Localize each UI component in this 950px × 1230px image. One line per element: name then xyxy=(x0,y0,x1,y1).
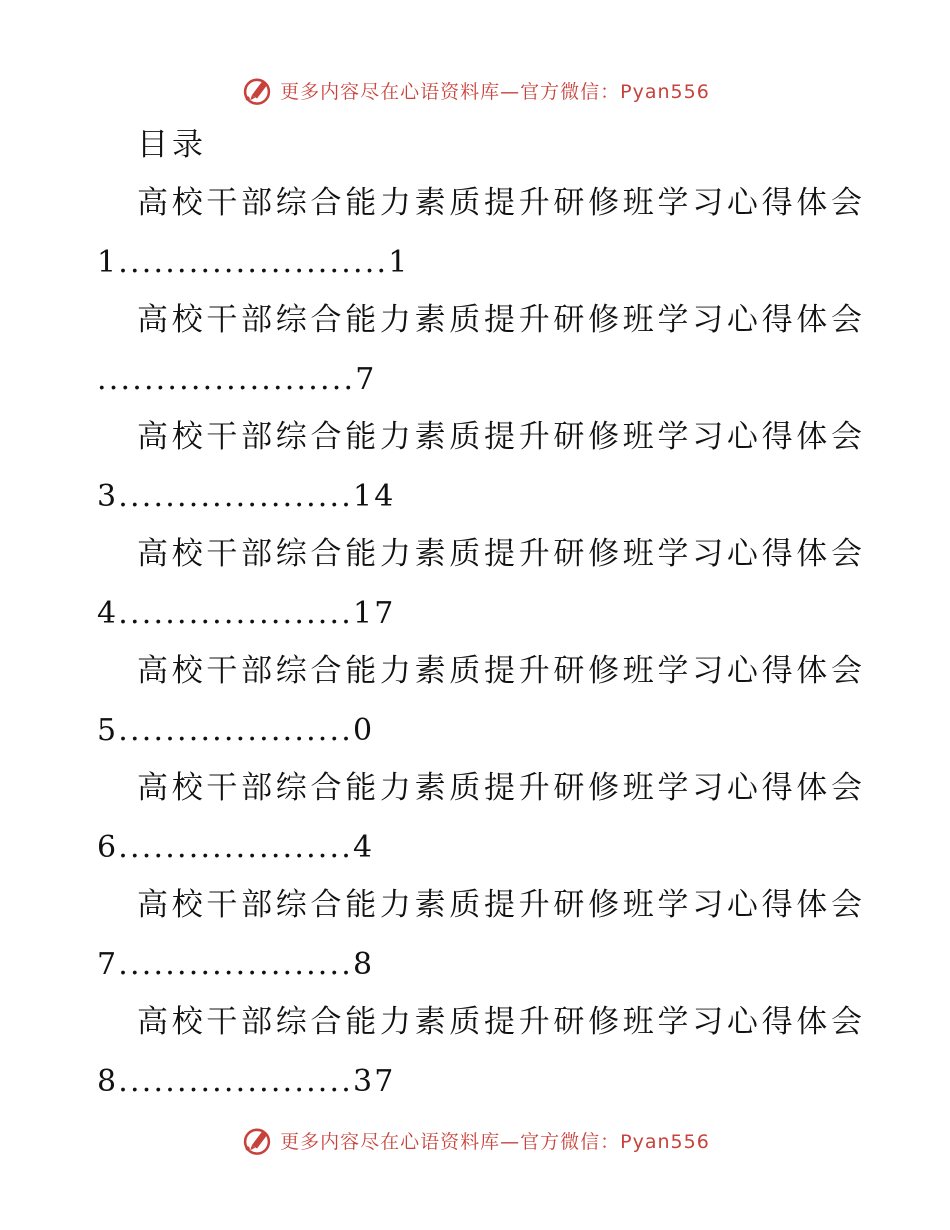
toc-entry-leader: 6....................4 xyxy=(97,830,375,865)
header-banner-text: 更多内容尽在心语资料库—官方微信：Pyan556 xyxy=(280,80,710,103)
toc-entry-title: 高校干部综合能力素质提升研修班学习心得体会 xyxy=(137,653,866,689)
footer-banner xyxy=(0,1120,950,1160)
toc-entry-title: 高校干部综合能力素质提升研修班学习心得体会 xyxy=(137,185,866,221)
toc-entry-title: 高校干部综合能力素质提升研修班学习心得体会 xyxy=(137,536,866,572)
toc-entry[interactable] xyxy=(0,178,950,296)
toc-entry-leader: 1.......................1 xyxy=(97,245,410,280)
toc-entry[interactable] xyxy=(0,529,950,647)
toc-entry-title: 高校干部综合能力素质提升研修班学习心得体会 xyxy=(137,770,866,806)
toc-entry-leader: ......................7 xyxy=(97,362,377,397)
footer-banner-text: 更多内容尽在心语资料库—官方微信：Pyan556 xyxy=(280,1130,710,1153)
toc-entry-leader: 4....................17 xyxy=(97,596,396,631)
pen-nib-logo-icon xyxy=(240,1123,274,1157)
toc-entry-title: 高校干部综合能力素质提升研修班学习心得体会 xyxy=(137,887,866,923)
toc-entry-leader: 3....................14 xyxy=(97,479,396,514)
toc-entry-title: 高校干部综合能力素质提升研修班学习心得体会 xyxy=(137,419,866,455)
header-banner xyxy=(0,70,950,110)
toc-entry-leader: 8....................37 xyxy=(97,1064,396,1099)
toc-entry[interactable] xyxy=(0,295,950,413)
toc-title: 目录 xyxy=(137,127,207,163)
toc-entry-leader: 5....................0 xyxy=(97,713,375,748)
toc-entry[interactable] xyxy=(0,412,950,530)
toc-entry[interactable] xyxy=(0,997,950,1115)
toc-entry[interactable] xyxy=(0,646,950,764)
toc-entry[interactable] xyxy=(0,763,950,881)
toc-entry[interactable] xyxy=(0,880,950,998)
toc-entry-title: 高校干部综合能力素质提升研修班学习心得体会 xyxy=(137,302,866,338)
toc-entry-title: 高校干部综合能力素质提升研修班学习心得体会 xyxy=(137,1004,866,1040)
pen-nib-logo-icon xyxy=(240,73,274,107)
toc-entry-leader: 7....................8 xyxy=(97,947,375,982)
